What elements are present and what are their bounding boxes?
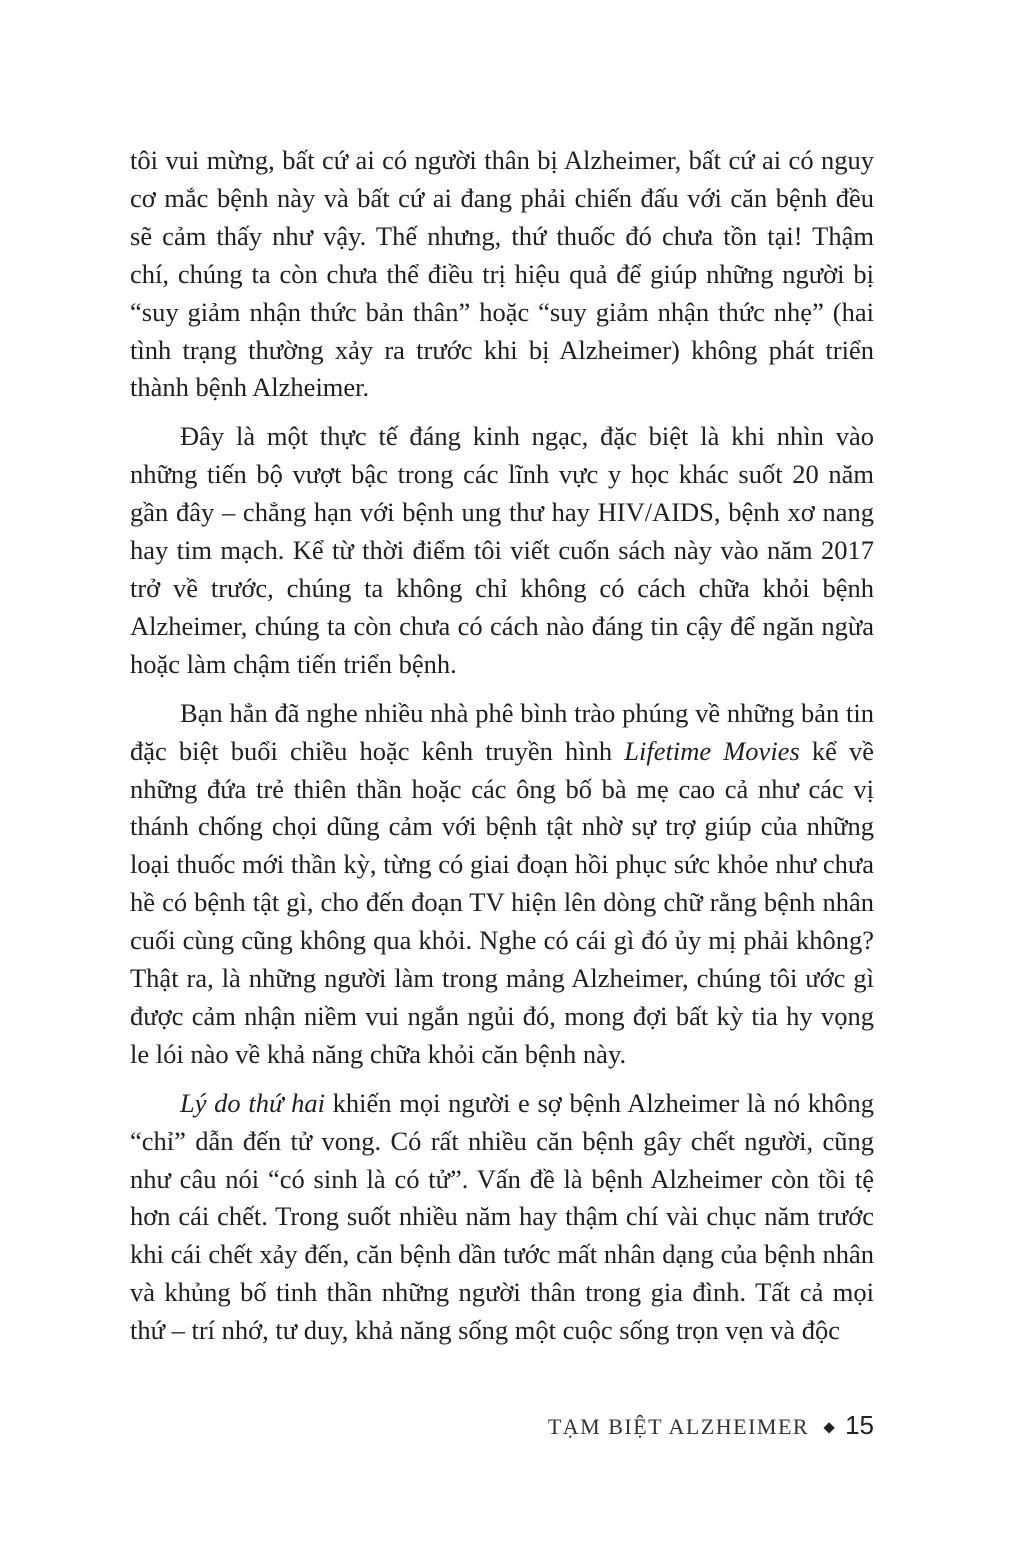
page-footer (548, 1410, 874, 1441)
page-body (130, 142, 874, 1361)
paragraph-4-italic-lead: Lý do thứ hai (180, 1087, 325, 1118)
paragraph-3 (130, 695, 874, 1074)
paragraph-3-italic-title: Lifetime Movies (624, 735, 800, 766)
paragraph-2: Đây là một thực tế đáng kinh ngạc, đặc biệt là khi nhìn vào những tiến bộ vượt bậc trong các lĩnh vực y học khác suốt 20 năm gần đây – chẳng hạn với bệnh ung thư hay HIV/AIDS, bệnh xơ nang hay tim mạch. Kể từ thời điểm tôi viết cuốn sách này vào năm 2017 trở về trước, chúng ta không chỉ không có cách chữa khỏi bệnh Alzheimer, chúng ta còn chưa có cách nào đáng tin cậy để ngăn ngừa hoặc làm chậm tiến triển bệnh. (130, 421, 874, 679)
paragraph-4-text: khiến mọi người e sợ bệnh Alzheimer là nó không “chỉ” dẫn đến tử vong. Có rất nhiều căn bệnh gây chết người, cũng như câu nói “có sinh là có tử”. Vấn đề là bệnh Alzheimer còn tồi tệ hơn cái chết. Trong suốt nhiều năm hay thậm chí vài chục năm trước khi cái chết xảy đến, căn bệnh dần tước mất nhân dạng của bệnh nhân và khủng bố tinh thần những người thân trong gia đình. Tất cả mọi thứ – trí nhớ, tư duy, khả năng sống một cuộc sống trọn vẹn và độc (130, 1087, 874, 1346)
diamond-icon (824, 1422, 835, 1433)
paragraph-1: tôi vui mừng, bất cứ ai có người thân bị Alzheimer, bất cứ ai có nguy cơ mắc bệnh này và bất cứ ai đang phải chiến đấu với căn bệnh đều sẽ cảm thấy như vậy. Thế nhưng, thứ thuốc đó chưa tồn tại! Thậm chí, chúng ta còn chưa thể điều trị hiệu quả để giúp những người bị “suy giảm nhận thức bản thân” hoặc “suy giảm nhận thức nhẹ” (hai tình trạng thường xảy ra trước khi bị Alzheimer) không phát triển thành bệnh Alzheimer. (130, 145, 874, 403)
paragraph-3-text-b: kể về những đứa trẻ thiên thần hoặc các ông bố bà mẹ cao cả như các vị thánh chống chọi dũng cảm với bệnh tật nhờ sự trợ giúp của những loại thuốc mới thần kỳ, từng có giai đoạn hồi phục sức khỏe như chưa hề có bệnh tật gì, cho đến đoạn TV hiện lên dòng chữ rằng bệnh nhân cuối cùng cũng không qua khỏi. Nghe có cái gì đó ủy mị phải không? Thật ra, là những người làm trong mảng Alzheimer, chúng tôi ước gì được cảm nhận niềm vui ngắn ngủi đó, mong đợi bất kỳ tia hy vọng le lói nào về khả năng chữa khỏi căn bệnh này. (130, 735, 875, 1069)
paragraph-4 (130, 1085, 874, 1350)
paragraph-3-text-a: Bạn hẳn đã nghe nhiều nhà phê bình trào phúng về những bản tin đặc biệt buổi chiều hoặc kênh truyền hình (130, 697, 874, 766)
running-head: TẠM BIỆT ALZHEIMER (547, 1414, 810, 1439)
page-number: 15 (845, 1410, 874, 1440)
